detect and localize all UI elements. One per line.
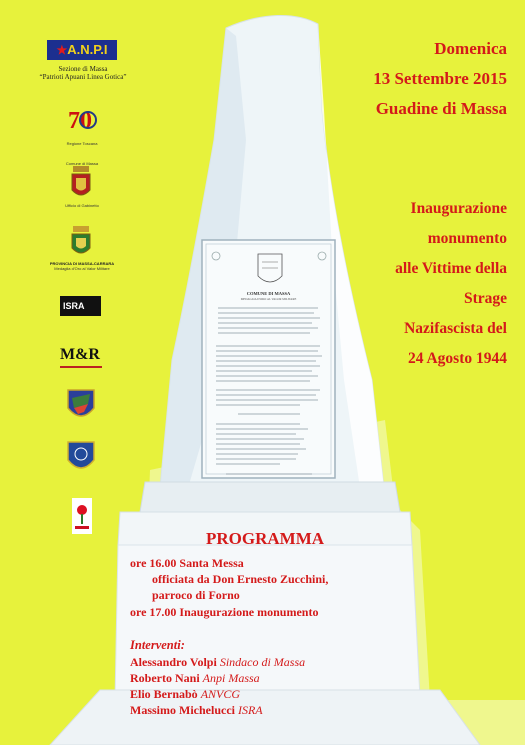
rose-logo-icon [72, 498, 92, 534]
comune-caption-top: Comune di Massa [65, 161, 99, 166]
anniversary-70-logo [66, 104, 98, 140]
speaker-name: Elio Bernabò [130, 687, 198, 701]
memorial-plaque [202, 240, 335, 478]
anpi-title: A.N.P.I [67, 42, 108, 57]
isra-label: ISRA [63, 301, 85, 311]
event-date: 13 Settembre 2015 [373, 69, 507, 88]
anpi-name: “Patrioti Apuani Linea Gotica” [39, 73, 127, 81]
speaker-role: ISRA [237, 703, 263, 717]
provincia-crest-icon [70, 226, 92, 258]
inauguration-line: Strage [463, 290, 507, 307]
program-line: officiata da Don Ernesto Zucchini, [152, 572, 329, 586]
program-title: PROGRAMMA [205, 529, 325, 548]
speaker-row [130, 703, 263, 718]
provincia-caption: PROVINCIA DI MASSA-CARRARA [49, 261, 115, 266]
provincia-subcaption: Medaglia d'Oro al Valor Militare [54, 266, 110, 271]
plaque-title: COMUNE DI MASSA [246, 291, 291, 296]
star-icon: ★ [56, 43, 68, 57]
plaque-subtitle: MEDAGLIA D'ORO AL VALOR MILITARE [240, 297, 297, 301]
speaker-name: Massimo Michelucci [130, 703, 235, 717]
inauguration-line: Inaugurazione [410, 200, 507, 217]
speaker-row [130, 687, 240, 702]
event-location: Guadine di Massa [375, 99, 507, 118]
inauguration-line: monumento [427, 230, 507, 247]
speaker-name: Roberto Nani [130, 671, 200, 685]
anpi-caption [28, 65, 138, 81]
event-day: Domenica [434, 39, 507, 58]
anpi-logo [47, 40, 117, 60]
program-line: parroco di Forno [152, 588, 240, 602]
speaker-row [130, 671, 260, 686]
inauguration-line: alle Vittime della [395, 260, 507, 277]
svg-text:70: 70 [68, 108, 92, 134]
interventi-label: Interventi: [130, 638, 185, 652]
shield-badge-icon [66, 388, 96, 424]
speaker-role: Sindaco di Massa [219, 655, 306, 669]
anniversary-caption: Regione Toscana [66, 141, 98, 146]
mr-label: M&R [60, 346, 100, 363]
program-line: ore 16.00 Santa Messa [130, 556, 244, 570]
comune-caption-bottom: Ufficio di Gabinetto [65, 203, 99, 208]
speaker-row [130, 655, 305, 670]
comune-crest-icon [70, 166, 92, 200]
program-line: ore 17.00 Inaugurazione monumento [130, 605, 319, 619]
event-header [373, 34, 507, 124]
inauguration-text [395, 194, 507, 374]
anvcg-badge-icon [66, 438, 96, 476]
inauguration-line: 24 Agosto 1944 [407, 350, 507, 367]
mr-logo [60, 344, 102, 368]
anpi-section: Sezione di Massa [58, 65, 108, 73]
speaker-role: Anpi Massa [202, 671, 260, 685]
inauguration-line: Nazifascista del [404, 320, 507, 337]
speaker-role: ANVCG [200, 687, 241, 701]
speaker-name: Alessandro Volpi [130, 655, 217, 669]
isra-logo [60, 296, 101, 316]
